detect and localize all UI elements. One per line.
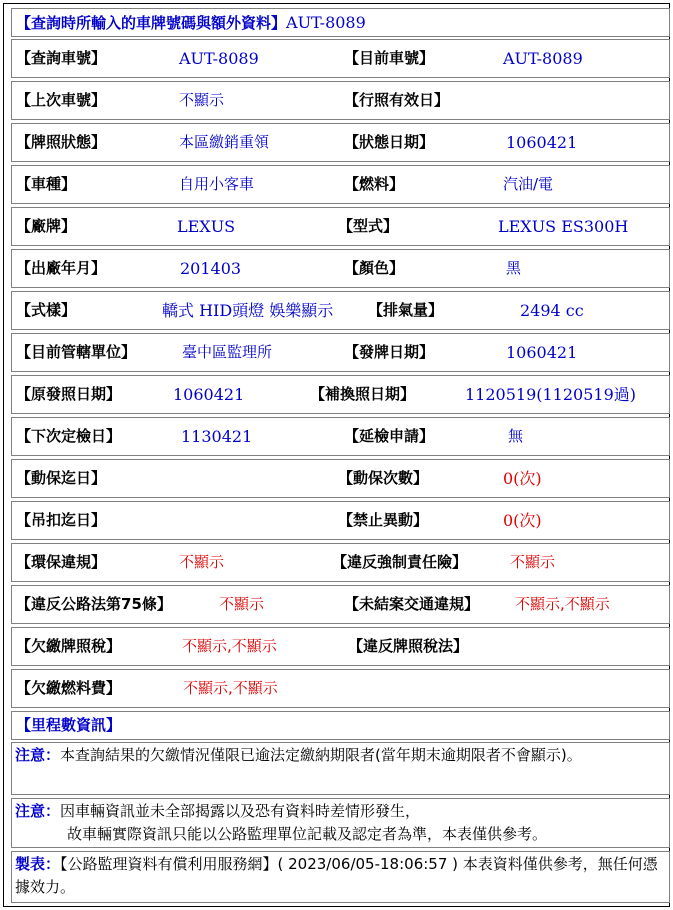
value-color: 黑 bbox=[506, 259, 522, 277]
title-row bbox=[11, 8, 670, 37]
value-unpaid-fuel-fee: 不顯示,不顯示 bbox=[183, 679, 278, 697]
row-vehicle-type bbox=[11, 165, 670, 204]
label-vehicle-type: 【車種】 bbox=[16, 175, 77, 193]
label-status-date: 【狀態日期】 bbox=[344, 133, 435, 151]
row-unpaid-license-tax bbox=[11, 627, 670, 666]
value-issue-date: 1060421 bbox=[506, 343, 578, 362]
value-pending-traffic-violation: 不顯示,不顯示 bbox=[515, 595, 610, 613]
label-compulsory-insurance-violation: 【違反強制責任險】 bbox=[332, 553, 468, 571]
label-replacement-date: 【補換照日期】 bbox=[310, 385, 416, 403]
label-previous-plate: 【上次車號】 bbox=[16, 91, 107, 109]
label-inspection-extension: 【延檢申請】 bbox=[344, 427, 435, 445]
row-manufacture-date bbox=[11, 249, 670, 288]
label-next-inspection: 【下次定檢日】 bbox=[16, 427, 122, 445]
label-license-tax-violation: 【違反牌照稅法】 bbox=[348, 637, 469, 655]
label-displacement: 【排氣量】 bbox=[368, 301, 444, 319]
row-next-inspection bbox=[11, 417, 670, 456]
value-model: LEXUS ES300H bbox=[498, 217, 629, 236]
value-displacement: 2494 cc bbox=[520, 301, 584, 320]
label-original-license-date: 【原發照日期】 bbox=[16, 385, 122, 403]
value-query-plate: AUT-8089 bbox=[179, 49, 259, 68]
value-jurisdiction: 臺中區監理所 bbox=[182, 343, 273, 361]
note-arrears-label: 注意： bbox=[15, 746, 61, 764]
value-brand: LEXUS bbox=[177, 217, 236, 236]
value-fuel: 汽油/電 bbox=[503, 175, 554, 193]
note-arrears bbox=[11, 742, 670, 795]
value-replacement-date: 1120519(1120519過) bbox=[465, 385, 637, 404]
label-plate-status: 【牌照狀態】 bbox=[16, 133, 107, 151]
label-chattel-mortgage-count: 【動保次數】 bbox=[338, 469, 429, 487]
value-vehicle-type: 自用小客車 bbox=[179, 175, 255, 193]
note-disclaimer bbox=[11, 798, 670, 848]
label-body-style: 【式樣】 bbox=[16, 301, 77, 319]
label-suspension-end: 【吊扣迄日】 bbox=[16, 511, 107, 529]
value-current-plate: AUT-8089 bbox=[503, 49, 583, 68]
value-compulsory-insurance-violation: 不顯示 bbox=[510, 553, 556, 571]
value-previous-plate: 不顯示 bbox=[179, 91, 225, 109]
label-transfer-ban: 【禁止異動】 bbox=[338, 511, 429, 529]
label-color: 【顏色】 bbox=[344, 259, 405, 277]
label-unpaid-fuel-fee: 【欠繳燃料費】 bbox=[16, 679, 122, 697]
title-plate: AUT-8089 bbox=[286, 13, 366, 32]
report-frame bbox=[3, 3, 670, 907]
row-chattel-mortgage-end bbox=[11, 459, 670, 498]
footer-label: 製表： bbox=[15, 855, 61, 873]
value-highway-act-violation: 不顯示 bbox=[219, 595, 265, 613]
title-label: 【查詢時所輸入的車牌號碼與額外資料】 bbox=[16, 14, 287, 32]
value-environmental-violation: 不顯示 bbox=[179, 553, 225, 571]
value-manufacture-date: 201403 bbox=[180, 259, 242, 278]
label-current-plate: 【目前車號】 bbox=[344, 49, 435, 67]
row-previous-plate bbox=[11, 81, 670, 120]
label-query-plate: 【查詢車號】 bbox=[16, 49, 107, 67]
label-pending-traffic-violation: 【未結案交通違規】 bbox=[344, 595, 480, 613]
label-environmental-violation: 【環保違規】 bbox=[16, 553, 107, 571]
footer-note bbox=[11, 851, 670, 903]
row-query-plate bbox=[11, 39, 670, 78]
label-manufacture-date: 【出廠年月】 bbox=[16, 259, 107, 277]
note-disclaimer-line1: 因車輛資訊並未全部揭露以及恐有資料時差情形發生， bbox=[60, 802, 421, 820]
value-next-inspection: 1130421 bbox=[181, 427, 253, 446]
label-fuel: 【燃料】 bbox=[344, 175, 405, 193]
row-suspension-end bbox=[11, 501, 670, 540]
value-status-date: 1060421 bbox=[506, 133, 578, 152]
note-arrears-text: 本查詢結果的欠繳情況僅限已逾法定繳納期限者(當年期末逾期限者不會顯示)。 bbox=[60, 746, 582, 764]
footer-text: 【公路監理資料有償利用服務網】( 2023/06/05-18:06:57 ) 本表資料僅供參考，無任何憑據效力。 bbox=[15, 855, 658, 896]
value-unpaid-license-tax: 不顯示,不顯示 bbox=[182, 637, 277, 655]
mileage-row bbox=[11, 711, 670, 740]
value-plate-status: 本區繳銷重領 bbox=[179, 133, 270, 151]
value-transfer-ban: 0(次) bbox=[503, 511, 542, 530]
row-body-style bbox=[11, 291, 670, 330]
label-brand: 【廠牌】 bbox=[16, 217, 77, 235]
label-issue-date: 【發牌日期】 bbox=[344, 343, 435, 361]
note-disclaimer-line2: 故車輛實際資訊只能以公路監理單位記載及認定者為準，本表僅供參考。 bbox=[67, 825, 548, 843]
row-original-license-date bbox=[11, 375, 670, 414]
row-unpaid-fuel-fee bbox=[11, 669, 670, 708]
note-disclaimer-label: 注意： bbox=[15, 802, 61, 820]
label-highway-act-violation: 【違反公路法第75條】 bbox=[16, 595, 172, 613]
row-environmental-violation bbox=[11, 543, 670, 582]
row-brand bbox=[11, 207, 670, 246]
page-title bbox=[16, 9, 366, 37]
value-chattel-mortgage-count: 0(次) bbox=[503, 469, 542, 488]
value-body-style: 轎式 HID頭燈 娛樂顯示 bbox=[162, 301, 334, 320]
label-model: 【型式】 bbox=[338, 217, 399, 235]
label-unpaid-license-tax: 【欠繳牌照稅】 bbox=[16, 637, 122, 655]
value-inspection-extension: 無 bbox=[508, 427, 524, 445]
value-original-license-date: 1060421 bbox=[173, 385, 245, 404]
row-plate-status bbox=[11, 123, 670, 162]
label-jurisdiction: 【目前管轄單位】 bbox=[16, 343, 137, 361]
mileage-label: 【里程數資訊】 bbox=[16, 716, 122, 734]
label-chattel-mortgage-end: 【動保迄日】 bbox=[16, 469, 107, 487]
row-jurisdiction bbox=[11, 333, 670, 372]
label-license-valid-date: 【行照有效日】 bbox=[344, 91, 450, 109]
row-highway-act-violation bbox=[11, 585, 670, 624]
